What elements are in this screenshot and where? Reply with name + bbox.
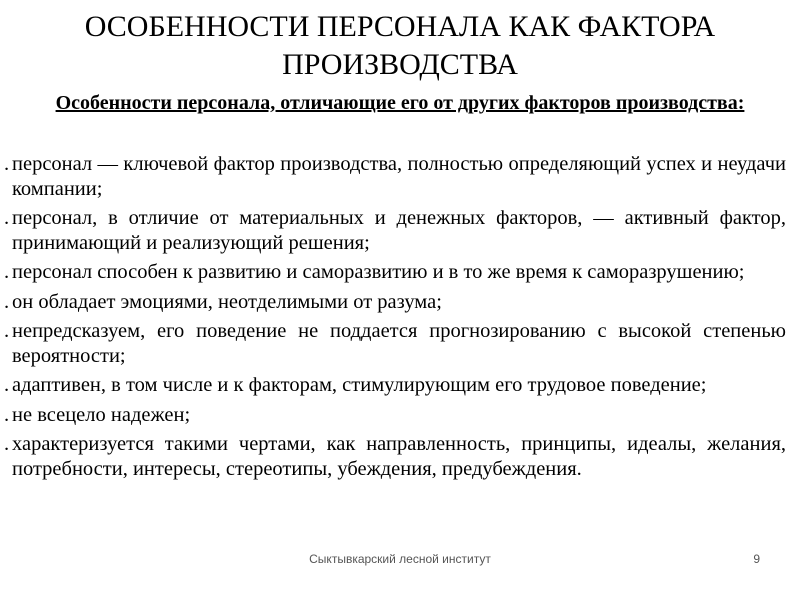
page-number: 9 xyxy=(753,552,760,566)
list-item-text: персонал способен к развитию и саморазвитию и в то же время к саморазрушению; xyxy=(12,261,745,283)
bullet-marker: . xyxy=(4,290,10,313)
footer-institution: Сыктывкарский лесной институт xyxy=(309,552,491,566)
list-item-text: не всецело надежен; xyxy=(12,403,191,426)
bullet-marker: . xyxy=(4,320,10,342)
list-item xyxy=(4,319,786,368)
list-item-text: характеризуется такими чертами, как направленность, принципы, идеалы, желания, потребности, интересы, стереотипы, убеждения, предубеждения. xyxy=(12,433,786,480)
list-item-text: адаптивен, в том числе и к факторам, стимулирующим его трудовое поведение; xyxy=(12,374,707,396)
slide-subtitle: Особенности персонала, отличающие его от других факторов производства: xyxy=(55,92,745,114)
bullet-marker: . xyxy=(4,433,10,455)
list-item-text: непредсказуем, его поведение не поддается прогнозированию с высокой степенью вероятности; xyxy=(12,320,786,367)
bullet-marker: . xyxy=(4,374,10,396)
list-item xyxy=(4,290,786,315)
slide-title: ОСОБЕННОСТИ ПЕРСОНАЛА КАК ФАКТОРА ПРОИЗВОДСТВА xyxy=(84,10,716,81)
list-item xyxy=(4,260,786,285)
bullet-marker: . xyxy=(4,207,10,229)
list-item xyxy=(4,403,786,428)
list-item-text: он обладает эмоциями, неотделимыми от разума; xyxy=(12,290,442,313)
list-item xyxy=(4,432,786,481)
bullet-marker: . xyxy=(4,261,10,283)
list-item xyxy=(4,206,786,255)
bullet-marker: . xyxy=(4,153,10,175)
bullet-list xyxy=(4,152,786,486)
bullet-marker: . xyxy=(4,403,10,426)
list-item-text: персонал — ключевой фактор производства, полностью определяющий успех и неудачи компании; xyxy=(12,153,786,200)
list-item-text: персонал, в отличие от материальных и денежных факторов, — активный фактор, принимающий и реализующий решения; xyxy=(12,207,786,254)
list-item xyxy=(4,152,786,201)
list-item xyxy=(4,373,786,398)
